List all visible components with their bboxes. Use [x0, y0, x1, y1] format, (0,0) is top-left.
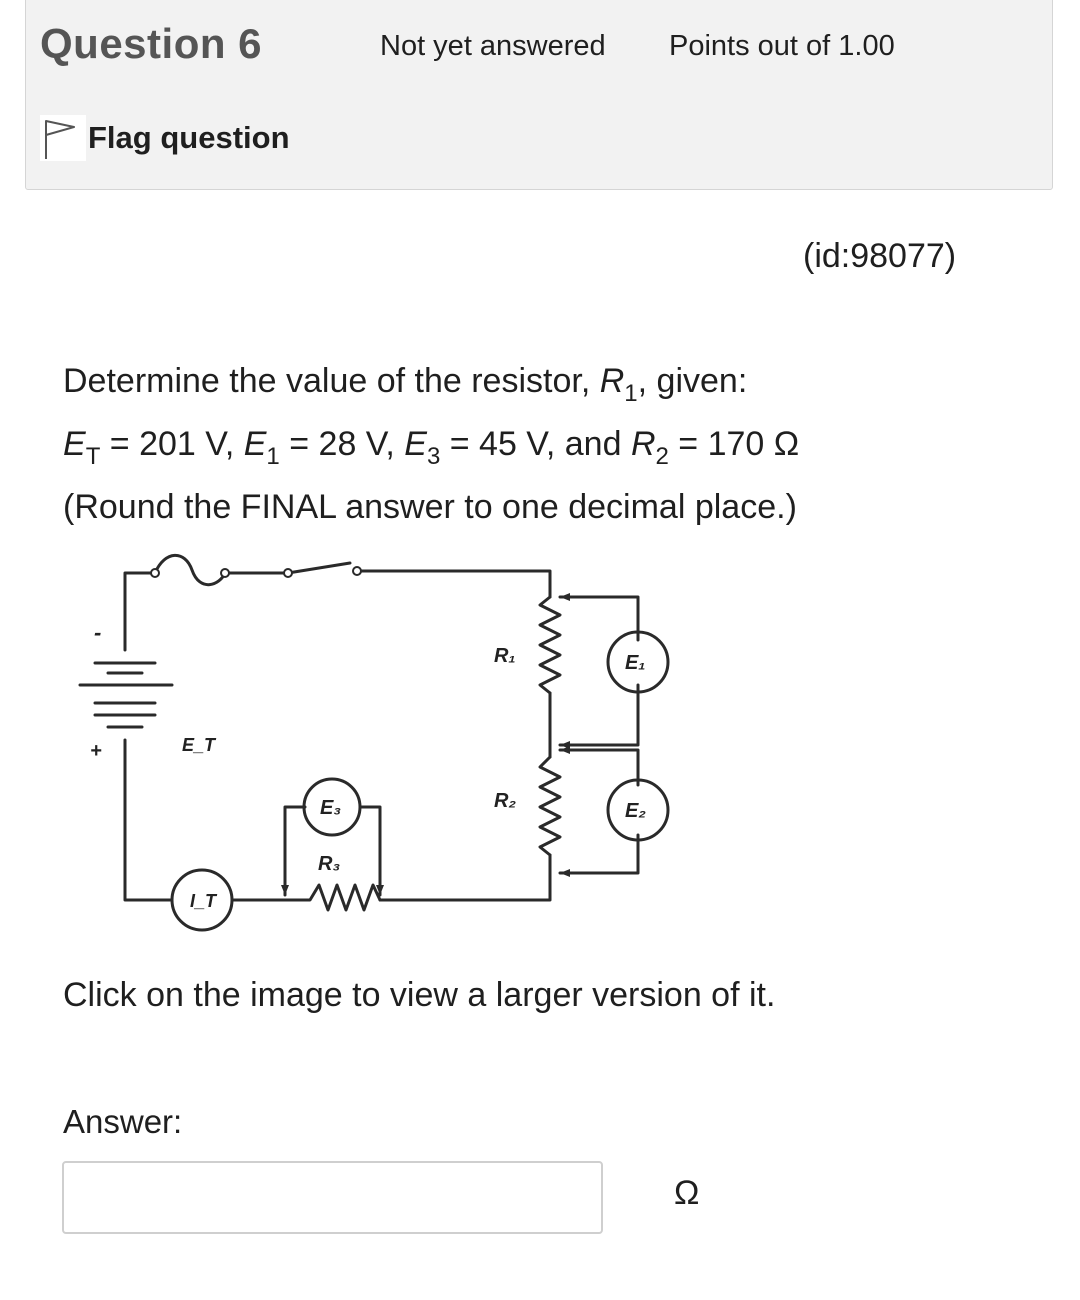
flag-outline-icon: [40, 115, 86, 161]
probe-arrow: [281, 885, 289, 895]
question-id: (id:98077): [803, 237, 957, 275]
wire-top-right: [357, 571, 550, 597]
label-it: I_T: [190, 891, 217, 911]
question-number: Question 6: [40, 20, 263, 67]
answer-label: Answer:: [63, 1103, 183, 1140]
label-e2: E₂: [625, 800, 646, 822]
terminal: [151, 569, 159, 577]
circuit-part: [151, 567, 570, 895]
question-text-line-2: $E_T = 201$ V, $E_1 = 28$ V, $E_3 = 45$ V, and $R_2 = 170$ Ω: [63, 425, 800, 470]
circuit-part: [80, 555, 668, 930]
flag-question-link[interactable]: [40, 115, 290, 161]
resistor-r2: [540, 757, 560, 855]
answer-input[interactable]: [62, 1161, 603, 1234]
image-enlarge-note: Click on the image to view a larger version of it.: [63, 976, 776, 1014]
question-text-line-1: Determine the value of the resistor, $R_1$, given:: [63, 362, 748, 407]
probe-arrow: [560, 746, 570, 754]
question-grade: Points out of 1.00: [669, 30, 895, 62]
switch-pivot: [284, 569, 292, 577]
probe-arrow: [560, 869, 570, 877]
circuit-diagram[interactable]: [60, 545, 700, 945]
label-r3: R₃: [318, 853, 341, 875]
fuse: [155, 555, 225, 584]
label-et: E_T: [182, 735, 216, 755]
probe-arrow: [560, 593, 570, 601]
label-minus: -: [94, 620, 102, 645]
wire-top-left: [125, 573, 155, 650]
question-text-line-3: (Round the FINAL answer to one decimal place.): [63, 488, 797, 526]
wire-left-bottom: [125, 740, 172, 900]
switch-blade: [288, 563, 350, 573]
label-e3: E₃: [320, 797, 342, 819]
resistor-r3: [292, 885, 380, 910]
label-plus: +: [90, 740, 102, 762]
label-r2: R₂: [494, 790, 517, 812]
label-e1: E₁: [625, 652, 646, 674]
question-state: Not yet answered: [380, 30, 606, 62]
answer-unit: Ω: [674, 1174, 700, 1212]
terminal: [221, 569, 229, 577]
label-r1: R₁: [494, 645, 516, 667]
resistor-r1: [540, 597, 560, 693]
flag-question-label: Flag question: [88, 120, 290, 155]
wire-bottom-right: [380, 855, 550, 900]
switch-contact: [353, 567, 361, 575]
meter-e3-wires: [285, 807, 380, 895]
